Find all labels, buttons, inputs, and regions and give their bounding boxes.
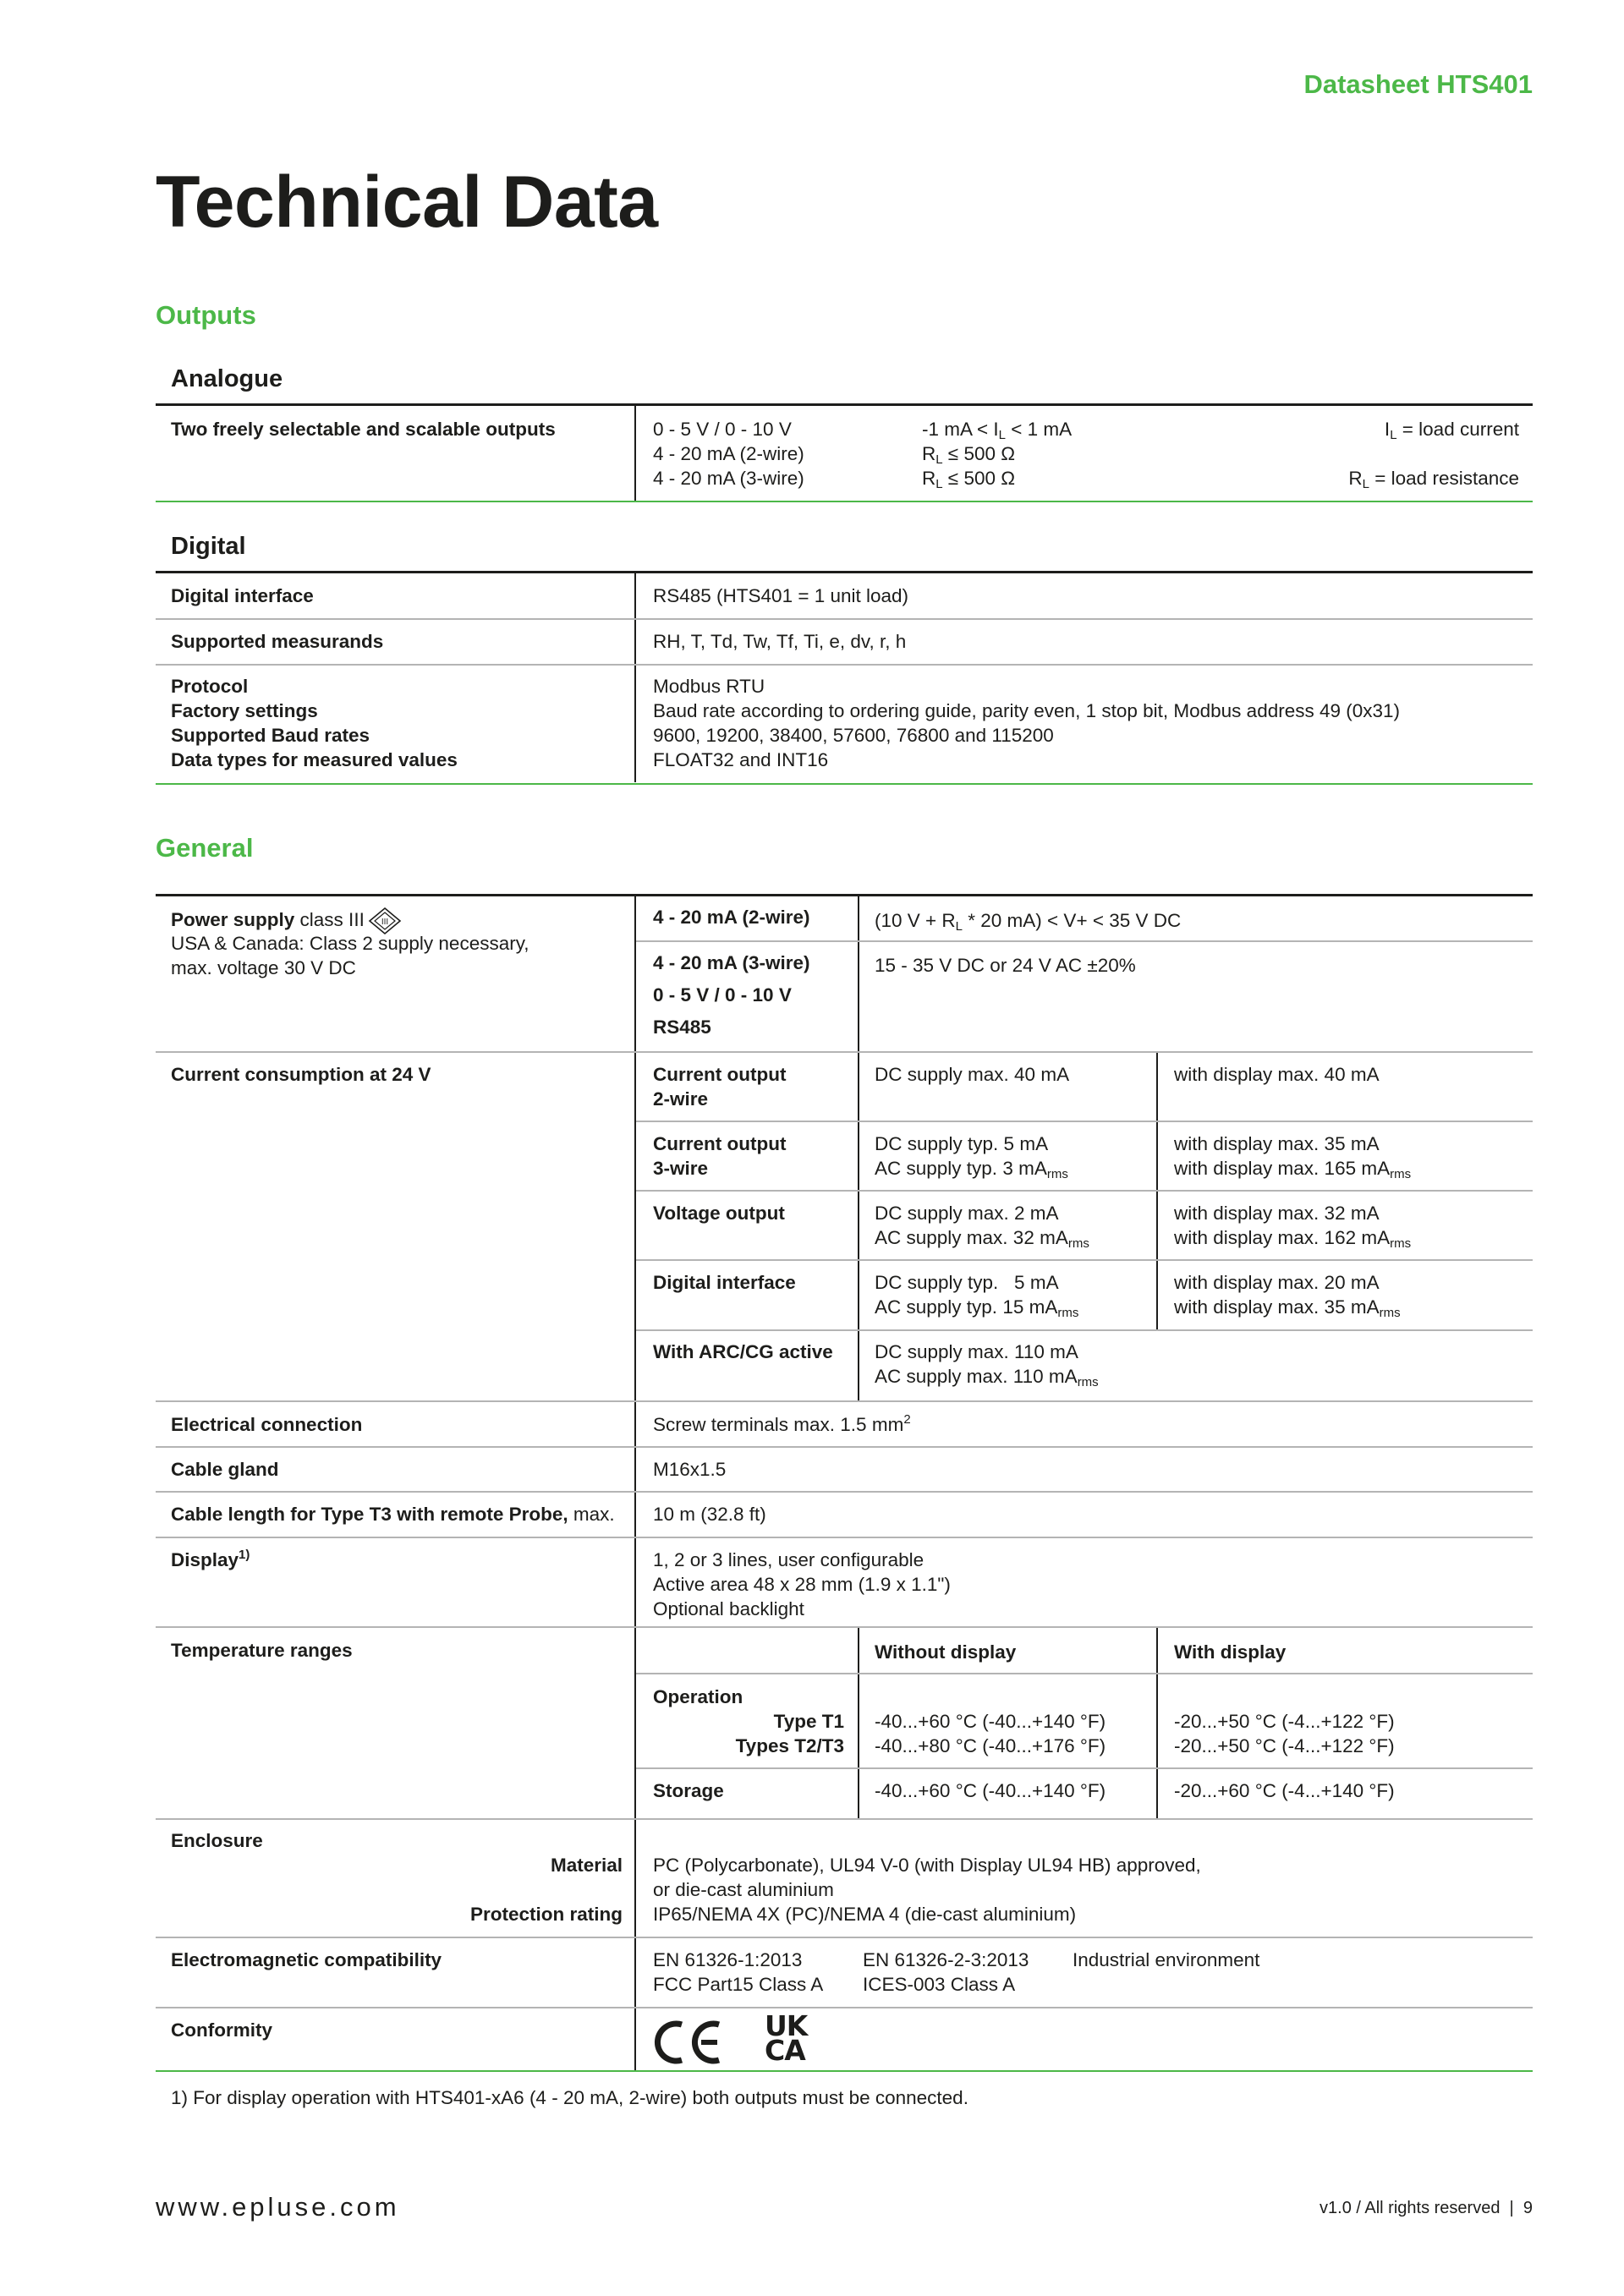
current-2wire-label-1: Current output	[653, 1064, 787, 1085]
emc-label: Electromagnetic compatibility	[171, 1949, 442, 1970]
row-divider	[156, 618, 1533, 620]
digital-interface-value: RS485 (HTS401 = 1 unit load)	[653, 585, 909, 606]
footer-url[interactable]: www.epluse.com	[156, 2192, 400, 2222]
emc-industrial: Industrial environment	[1073, 1949, 1260, 1970]
operation-label: Operation	[653, 1686, 743, 1707]
temp-divider-display	[1156, 1627, 1158, 1819]
current-consumption-label: Current consumption at 24 V	[171, 1064, 431, 1085]
row-divider	[156, 1051, 1533, 1053]
general-divider-main	[634, 896, 636, 2071]
protocol-value: Modbus RTU	[653, 676, 765, 697]
current-3wire-display-ac: with display max. 165 $mA_{rms}$	[1174, 1158, 1412, 1181]
digital-divider	[634, 573, 636, 782]
voltage-output-display-ac: with display max. 162 $mA_{rms}$	[1174, 1227, 1412, 1251]
general-top-rule	[156, 894, 1533, 896]
digital-top-rule	[156, 571, 1533, 573]
current-2wire-dc: DC supply max. 40 mA	[875, 1064, 1070, 1085]
arc-cg-ac: AC supply max. 110 $mA_{rms}$	[875, 1366, 1099, 1389]
current-3wire-ac: AC supply typ. 3 $mA_{rms}$	[875, 1158, 1068, 1181]
cable-length-label: Cable length for Type T3 with remote Probe, max.	[171, 1504, 615, 1525]
factory-settings-value: Baud rate according to ordering guide, parity even, 1 stop bit, Modbus address 49 (0x31)	[653, 700, 1401, 721]
row-divider	[156, 1491, 1533, 1493]
power-voltage-label: 0 - 5 V / 0 - 10 V	[653, 984, 792, 1006]
row-divider	[156, 1818, 1533, 1820]
general-bottom-rule	[156, 2070, 1533, 2072]
t1-without-display: -40...+60 °C (-40...+140 °F)	[875, 1711, 1106, 1732]
row-divider	[636, 1190, 1533, 1192]
row-divider	[636, 1259, 1533, 1261]
cable-gland-label: Cable gland	[171, 1459, 279, 1480]
emc-en61326-2-3: EN 61326-2-3:2013	[863, 1949, 1029, 1970]
voltage-output-display-dc: with display max. 32 mA	[1174, 1203, 1380, 1224]
cable-gland-value: M16x1.5	[653, 1459, 727, 1480]
row-divider	[156, 1937, 1533, 1938]
row-divider	[156, 2007, 1533, 2008]
protocol-label: Protocol	[171, 676, 249, 697]
load-current-note: $I_L$ = load current	[1384, 419, 1519, 442]
storage-label: Storage	[653, 1780, 724, 1801]
power-rs485-label: RS485	[653, 1016, 711, 1038]
svg-text:III: III	[381, 918, 388, 927]
baud-rates-value: 9600, 19200, 38400, 57600, 76800 and 115200	[653, 725, 1054, 746]
factory-settings-label: Factory settings	[171, 700, 318, 721]
power-supply-label: Power supply class III III	[171, 907, 402, 935]
general-divider-inner	[858, 896, 859, 1401]
measurands-value: RH, T, Td, Tw, Tf, Ti, e, dv, r, h	[653, 631, 907, 652]
emc-en61326-1: EN 61326-1:2013	[653, 1949, 803, 1970]
digital-heading: Digital	[171, 533, 246, 560]
row-divider	[636, 1767, 1533, 1769]
analogue-range-2: 4 - 20 mA (2-wire)	[653, 443, 804, 464]
ukca-mark-icon	[765, 2009, 819, 2067]
digital-bottom-rule	[156, 783, 1533, 785]
ukca-bottom: CA	[765, 2034, 805, 2067]
measurands-label: Supported measurands	[171, 631, 384, 652]
current-3wire-label-1: Current output	[653, 1133, 787, 1154]
current-2wire-label-2: 2-wire	[653, 1088, 709, 1110]
current-3wire-dc: DC supply typ. 5 mA	[875, 1133, 1049, 1154]
types-t2t3-label: Types T2/T3	[735, 1735, 844, 1756]
page-title: Technical Data	[156, 162, 658, 243]
digital-interface-ac: AC supply typ. 15 $mA_{rms}$	[875, 1296, 1079, 1320]
analogue-divider	[634, 405, 636, 501]
enclosure-label: Enclosure	[171, 1830, 263, 1851]
power-3wire-label: 4 - 20 mA (3-wire)	[653, 952, 810, 973]
power-2wire-value: (10 $V + R_L * 20$ mA) < V+ < 35 V DC	[875, 910, 1182, 934]
storage-without-display: -40...+60 °C (-40...+140 °F)	[875, 1780, 1106, 1801]
t2t3-with-display: -20...+50 °C (-4...+122 °F)	[1174, 1735, 1395, 1756]
outputs-heading: Outputs	[156, 300, 256, 330]
temp-divider-inner	[858, 1627, 859, 1819]
electrical-connection-label: Electrical connection	[171, 1414, 363, 1435]
protection-rating-value: IP65/NEMA 4X (PC)/NEMA 4 (die-cast aluminium)	[653, 1904, 1077, 1925]
footnote: 1) For display operation with HTS401-xA6 (4 - 20 mA, 2-wire) both outputs must be connected.	[171, 2087, 968, 2108]
analogue-label: Two freely selectable and scalable outputs	[171, 419, 556, 440]
digital-interface-dc: DC supply typ. 5 mA	[875, 1272, 1059, 1293]
display-label: Display$^{1)}$	[171, 1548, 250, 1570]
analogue-range-1: 0 - 5 V / 0 - 10 V	[653, 419, 792, 440]
power-supply-note-1: USA & Canada: Class 2 supply necessary,	[171, 933, 529, 954]
datasheet-title: Datasheet HTS401	[1303, 69, 1533, 99]
material-value-1: PC (Polycarbonate), UL94 V-0 (with Display UL94 HB) approved,	[653, 1855, 1201, 1876]
row-divider	[636, 1673, 1533, 1674]
conformity-label: Conformity	[171, 2019, 272, 2041]
row-divider	[156, 1400, 1533, 1402]
power-2wire-label: 4 - 20 mA (2-wire)	[653, 907, 810, 928]
analogue-range-3: 4 - 20 mA (3-wire)	[653, 468, 804, 489]
digital-interface-display-ac: with display max. 35 $mA_{rms}$	[1174, 1296, 1401, 1320]
digital-interface-current-label: Digital interface	[653, 1272, 796, 1293]
general-heading: General	[156, 833, 254, 863]
digital-interface-display-dc: with display max. 20 mA	[1174, 1272, 1380, 1293]
digital-interface-label: Digital interface	[171, 585, 314, 606]
data-types-label: Data types for measured values	[171, 749, 458, 770]
row-divider	[156, 1537, 1533, 1538]
analogue-load-1: -1 mA < $I_L < 1$ mA	[922, 419, 1073, 442]
arc-cg-label: With ARC/CG active	[653, 1341, 833, 1362]
display-value-2: Active area 48 x 28 mm (1.9 x 1.1")	[653, 1574, 951, 1595]
row-divider	[636, 940, 1533, 942]
row-divider	[636, 1329, 1533, 1331]
type-t1-label: Type T1	[773, 1711, 844, 1732]
electrical-connection-value: Screw terminals max. 1.5 $mm^2$	[653, 1412, 911, 1435]
row-divider	[156, 1446, 1533, 1448]
baud-rates-label: Supported Baud rates	[171, 725, 370, 746]
row-divider	[636, 1121, 1533, 1122]
analogue-heading: Analogue	[171, 365, 283, 392]
power-supply-note-2: max. voltage 30 V DC	[171, 957, 356, 978]
voltage-output-label: Voltage output	[653, 1203, 785, 1224]
current-2wire-display: with display max. 40 mA	[1174, 1064, 1380, 1085]
temperature-ranges-label: Temperature ranges	[171, 1640, 353, 1661]
voltage-output-ac: AC supply max. 32 $mA_{rms}$	[875, 1227, 1089, 1251]
row-divider	[156, 664, 1533, 666]
material-label: Material	[550, 1855, 623, 1876]
storage-with-display: -20...+60 °C (-4...+140 °F)	[1174, 1780, 1395, 1801]
ce-mark-icon	[653, 2019, 722, 2065]
emc-fcc: FCC Part15 Class A	[653, 1974, 824, 1995]
data-types-value: FLOAT32 and INT16	[653, 749, 829, 770]
temp-col-with-display: With display	[1174, 1641, 1287, 1663]
analogue-load-3: $R_L \le 500$ Ω	[922, 468, 1016, 491]
t2t3-without-display: -40...+80 °C (-40...+176 °F)	[875, 1735, 1106, 1756]
footer-page-info: v1.0 / All rights reserved | 9	[1320, 2199, 1533, 2217]
power-3wire-value: 15 - 35 V DC or 24 V AC ±20%	[875, 955, 1136, 976]
current-divider-display	[1156, 1052, 1158, 1331]
emc-ices: ICES-003 Class A	[863, 1974, 1016, 1995]
voltage-output-dc: DC supply max. 2 mA	[875, 1203, 1059, 1224]
analogue-top-rule	[156, 403, 1533, 406]
temp-col-without-display: Without display	[875, 1641, 1017, 1663]
current-3wire-label-2: 3-wire	[653, 1158, 709, 1179]
material-value-2: or die-cast aluminium	[653, 1879, 834, 1900]
ukca-top: UK	[765, 2009, 808, 2042]
analogue-bottom-rule	[156, 501, 1533, 502]
protection-rating-label: Protection rating	[469, 1904, 623, 1925]
display-value-1: 1, 2 or 3 lines, user configurable	[653, 1549, 924, 1570]
row-divider	[156, 1626, 1533, 1628]
load-resistance-note: $R_L$ = load resistance	[1348, 468, 1519, 491]
arc-cg-dc: DC supply max. 110 mA	[875, 1341, 1078, 1362]
display-value-3: Optional backlight	[653, 1598, 804, 1619]
current-3wire-display-dc: with display max. 35 mA	[1174, 1133, 1380, 1154]
t1-with-display: -20...+50 °C (-4...+122 °F)	[1174, 1711, 1395, 1732]
analogue-load-2: $R_L \le 500$ Ω	[922, 443, 1016, 467]
cable-length-value: 10 m (32.8 ft)	[653, 1504, 766, 1525]
